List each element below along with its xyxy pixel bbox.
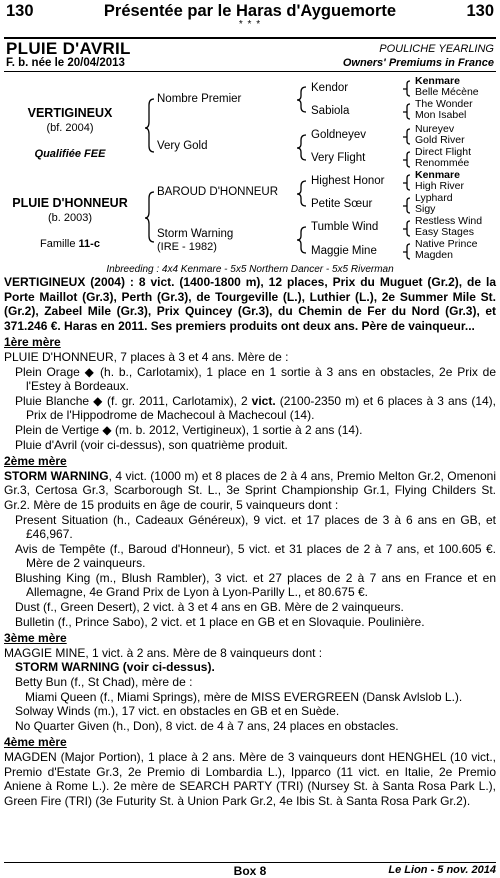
sire-qualification: Qualifiée FEE (34, 148, 106, 160)
section-3eme-mere: 3ème mère (4, 631, 67, 646)
g3-4: Very Flight (311, 152, 366, 164)
sire-record: VERTIGINEUX (2004) : 8 vict. (1400-1800 m), 12 places, Prix du Muguet (Gr.2), de la Porte Maillot (Gr.3), Perth (Gr.3), de Tourgeville (L.), Luthier (L.), 2e Summer Mile St. (Gr.2), Zabeel Mile (Gr.3), Prix Quincey (Gr.3), du Chemin de Fer du Nord (Gr.3), et 371.246 €. Haras en 2011. Ses premiers produits ont deux ans. Père de vainqueur... (4, 275, 496, 333)
section-4eme-mere: 4ème mère (4, 735, 67, 750)
sire-info: (bf. 2004) (46, 122, 94, 134)
section-1ere-mere: 1ère mère (4, 335, 61, 350)
g3-7: Tumble Wind (311, 221, 379, 233)
dam3-produce-4: Solway Winds (m.), 17 vict. en obstacles en GB et en Suède. (15, 704, 340, 719)
dam1-produce-3: Plein de Vertige ◆ (m. b. 2012, Vertigineux), 1 sortie à 2 ans (14). (15, 422, 363, 437)
dam3-produce-1: STORM WARNING (voir ci-dessus). (15, 660, 215, 675)
lot-number-right: 130 (466, 2, 494, 20)
g4-8: Renommée (415, 157, 470, 169)
g4-7: Direct Flight (415, 146, 472, 158)
g3-8: Maggie Mine (311, 245, 377, 257)
dam-dam: Storm Warning (157, 228, 234, 240)
dam2-intro: STORM WARNING, 4 vict. (1000 m) et 8 places de 2 à 4 ans, Premio Melton Gr.2, Omenoni Gr.3, Certosa Gr.3, Scarborough St. L., 3e Sprint Championship Gr.1, Flying Childers St. Gr.2. Mère de 15 produits en âge de courir, 5 vainqueurs dont : (4, 468, 496, 512)
dam2-produce-2: Avis de Tempête (f., Baroud d'Honneur), 5 vict. et 31 places de 2 à 7 ans, et 100.605 €. Mère de 2 vainqueurs. (15, 541, 496, 571)
g4-9: Kenmare (415, 169, 460, 181)
horse-title-box (4, 37, 496, 72)
g3-3: Goldneyev (311, 129, 366, 141)
g4-15: Native Prince (415, 238, 478, 250)
sire-sire: Nombre Premier (157, 93, 242, 105)
g4-2: Belle Mécène (415, 86, 479, 98)
dam3-produce-2: Betty Bun (f., St Chad), mère de : (15, 675, 193, 690)
dam-name: PLUIE D'HONNEUR (12, 196, 128, 210)
g3-1: Kendor (311, 82, 349, 94)
g4-3: The Wonder (415, 98, 473, 110)
dam-sire: BAROUD D'HONNEUR (157, 186, 279, 198)
dam-dam-info: (IRE - 1982) (157, 241, 217, 253)
g4-16: Magden (415, 249, 453, 261)
g4-1: Kenmare (415, 75, 460, 87)
dam3-produce-5: No Quarter Given (h., Don), 8 vict. de 4 à 7 ans, 24 places en obstacles. (15, 718, 399, 733)
owners-premiums: Owners' Premiums in France (342, 57, 494, 69)
page-footer (4, 862, 496, 878)
dam3-intro: MAGGIE MINE, 1 vict. à 2 ans. Mère de 8 vainqueurs dont : (4, 645, 323, 660)
g4-12: Sigy (415, 203, 436, 215)
g4-5: Nureyev (415, 123, 455, 135)
sire-dam: Very Gold (157, 140, 208, 152)
g4-11: Lyphard (415, 192, 453, 204)
horse-name: PLUIE D'AVRIL (6, 39, 131, 58)
dam1-produce-2: Pluie Blanche ◆ (f. gr. 2011, Carlotamix), 2 vict. (2100-2350 m) et 6 places à 3 ans (14), Prix de l'Hippodrome de Machecoul à Machecoul (14). (15, 393, 496, 423)
dam3-produce-3: Miami Queen (f., Miami Springs), mère de MISS EVERGREEN (Dansk Avlslob L.). (25, 689, 463, 704)
dam1-produce-1: Plein Orage ◆ (h. b., Carlotamix), 1 place en 1 sortie à 3 ans en obstacles, 2e Prix de l'Estey à Bordeaux. (15, 364, 496, 394)
box-number: Box 8 (233, 864, 267, 878)
dam2-produce-3: Blushing King (m., Blush Rambler), 3 vict. et 27 places de 2 à 7 ans en France et en Allemagne, 4e Grand Prix de Lyon à Lyon-Parilly L., et 80.675 €. (15, 570, 496, 600)
dam1-intro: PLUIE D'HONNEUR, 7 places à 3 et 4 ans. Mère de : (4, 349, 289, 364)
ornament: * * * (238, 19, 262, 30)
dam-info: (b. 2003) (47, 212, 93, 224)
horse-birth: F. b. née le 20/04/2013 (6, 57, 125, 69)
section-2eme-mere: 2ème mère (4, 454, 67, 469)
dam2-produce-1: Present Situation (h., Cadeaux Généreux), 9 vict. et 17 places de 3 à 6 ans en GB, et £46,967. (15, 512, 496, 542)
g4-6: Gold River (415, 134, 465, 146)
lot-number-left: 130 (6, 2, 34, 20)
publication-date: Le Lion - 5 nov. 2014 (388, 864, 496, 876)
dam2-produce-4: Dust (f., Green Desert), 2 vict. à 3 et 4 ans en GB. Mère de 2 vainqueurs. (15, 600, 404, 615)
dam2-produce-5: Bulletin (f., Prince Sabo), 2 vict. et 1 place en GB et en Slovaquie. Poulinière. (15, 614, 425, 629)
g3-6: Petite Sœur (311, 198, 373, 210)
consignor-title: Présentée par le Haras d'Ayguemorte (103, 2, 397, 20)
g3-5: Highest Honor (311, 175, 385, 187)
catalogue-body (4, 275, 496, 808)
g3-2: Sabiola (311, 105, 350, 117)
horse-sex-type: POULICHE YEARLING (379, 43, 494, 55)
dam-family: Famille 11-c (40, 238, 100, 250)
g4-13: Restless Wind (415, 215, 483, 227)
g4-4: Mon Isabel (415, 109, 467, 121)
inbreeding-line: Inbreeding : 4x4 Kenmare - 5x5 Northern Dancer - 5x5 Riverman (106, 264, 394, 275)
pedigree-table (0, 74, 500, 270)
g4-14: Easy Stages (415, 226, 474, 238)
dam1-produce-4: Pluie d'Avril (voir ci-dessus), son quatrième produit. (15, 437, 288, 452)
g4-10: High River (415, 180, 465, 192)
sire-name: VERTIGINEUX (27, 106, 113, 120)
dam4-intro: MAGDEN (Major Portion), 1 place à 2 ans. Mère de 3 vainqueurs dont HENGHEL (10 vict., Premio d'Estate Gr.3, 2e Premio di Lombardia L.), Ipparco (11 vict. en Italie, 2e Premio Aniene à Rome L.). 2e mère de SEARCH PARTY (TRI) (Nursey St. à Santa Rosa Park L.), Green Fire (TRI) (3e Futurity St. à Union Park Gr.2, 4e Ibis St. à Santa Rosa Park Gr.2). (4, 750, 496, 808)
